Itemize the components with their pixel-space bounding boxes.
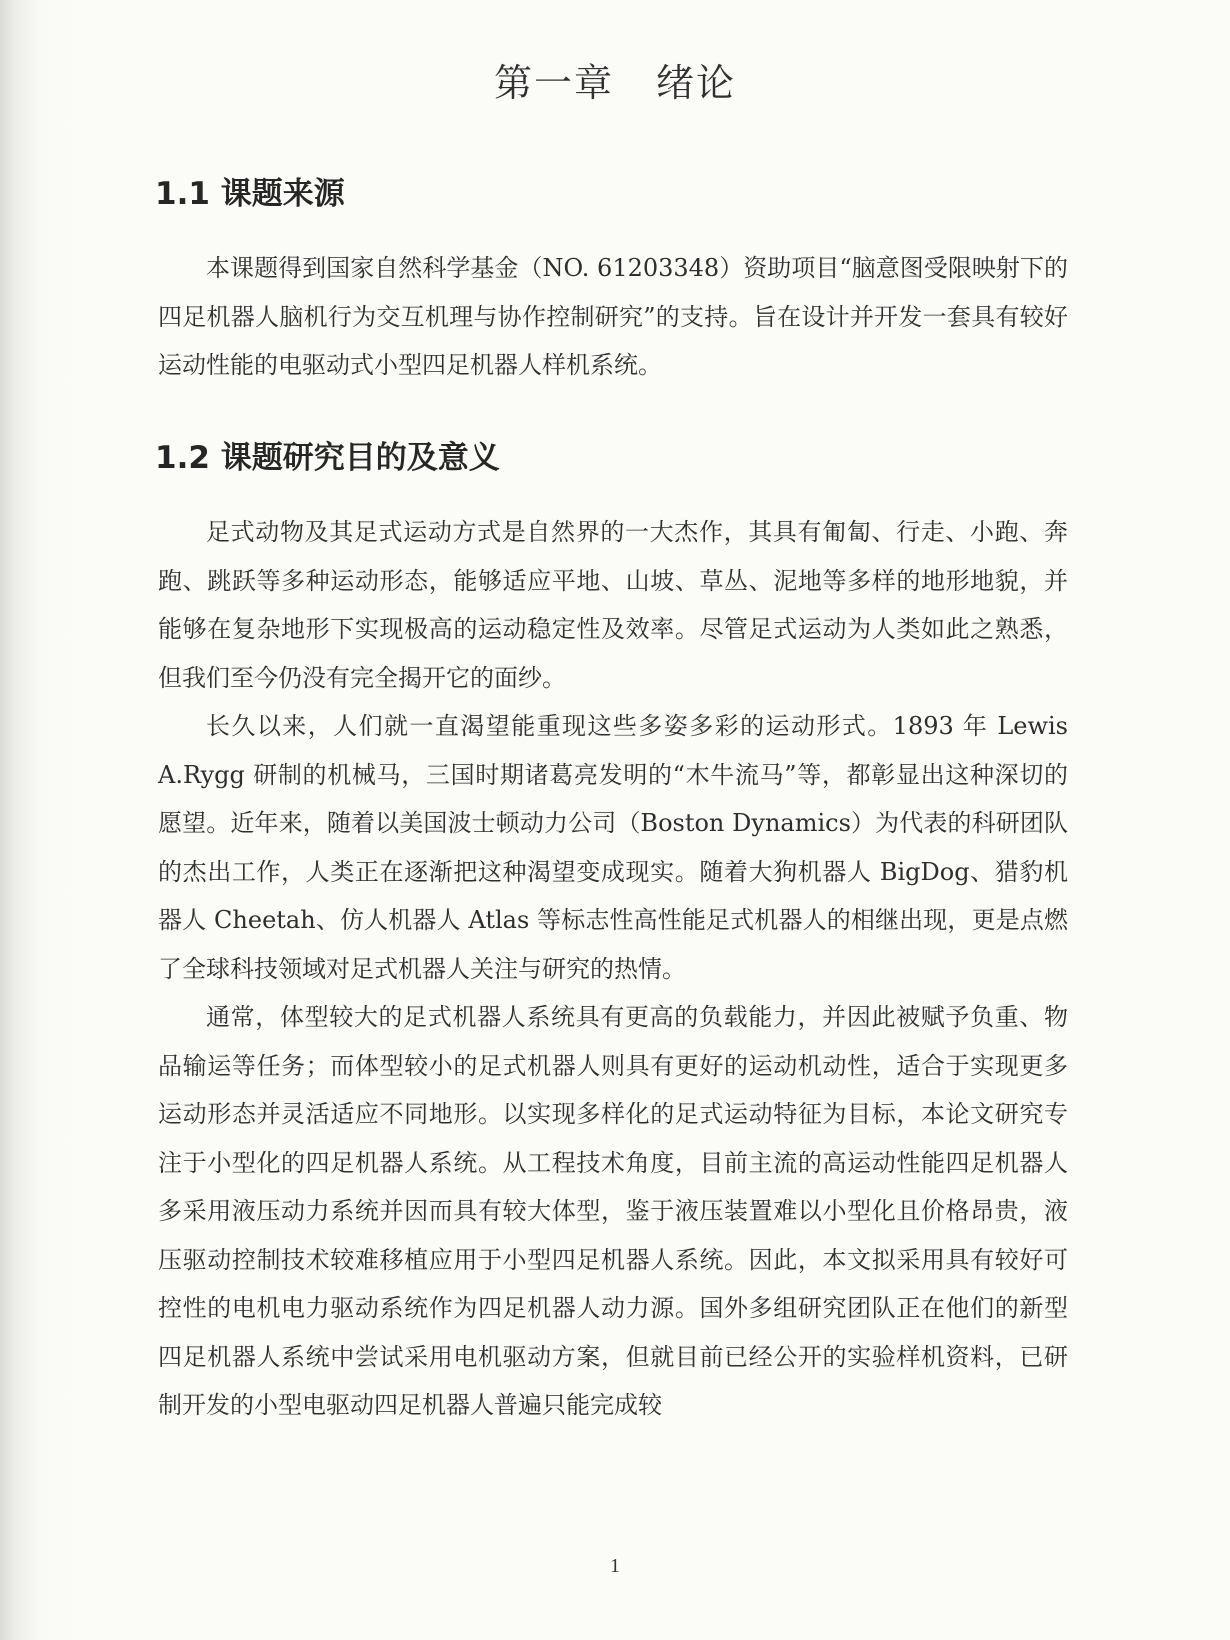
paragraph-legged-motion: 足式动物及其足式运动方式是自然界的一大杰作，其具有匍匐、行走、小跑、奔跑、跳跃等多种运动形态，能够适应平地、山坡、草丛、泥地等多样的地形地貌，并能够在复杂地形下实现极高的运动稳定性及效率。尽管足式运动为人类如此之熟悉，但我们至今仍没有完全揭开它的面纱。	[158, 518, 1068, 692]
chapter-name: 绪论	[656, 61, 737, 105]
chapter-title	[0, 52, 1230, 107]
page-number: 1	[610, 1555, 620, 1577]
section-heading-1-2: 1.2 课题研究目的及意义	[155, 440, 500, 476]
paragraph-history: 长久以来，人们就一直渴望能重现这些多姿多彩的运动形式。1893 年 Lewis A.Rygg 研制的机械马，三国时期诸葛亮发明的“木牛流马”等，都彰显出这种深切的愿望。近年来，随着以美国波士顿动力公司（Boston Dynamics）为代表的科研团队的杰出工作，人类正在逐渐把这种渴望变成现实。随着大狗机器人 BigDog、猎豹机器人 Cheetah、仿人机器人 Atlas 等标志性高性能足式机器人的相继出现，更是点燃了全球科技领域对足式机器人关注与研究的热情。	[158, 712, 1068, 983]
section-heading-1-1: 1.1 课题来源	[155, 176, 345, 212]
paragraph-motivation: 通常，体型较大的足式机器人系统具有更高的负载能力，并因此被赋予负重、物品输运等任务；而体型较小的足式机器人则具有更好的运动机动性，适合于实现更多运动形态并灵活适应不同地形。以实现多样化的足式运动特征为目标，本论文研究专注于小型化的四足机器人系统。从工程技术角度，目前主流的高运动性能四足机器人多采用液压动力系统并因而具有较大体型，鉴于液压装置难以小型化且价格昂贵，液压驱动控制技术较难移植应用于小型四足机器人系统。因此，本文拟采用具有较好可控性的电机电力驱动系统作为四足机器人动力源。国外多组研究团队正在他们的新型四足机器人系统中尝试采用电机驱动方案，但就目前已经公开的实验样机资料，已研制开发的小型电驱动四足机器人普遍只能完成较	[158, 1003, 1068, 1419]
chapter-number: 第一章	[493, 61, 614, 105]
paragraph-source: 本课题得到国家自然科学基金（NO. 61203348）资助项目“脑意图受限映射下的四足机器人脑机行为交互机理与协作控制研究”的支持。旨在设计并开发一套具有较好运动性能的电驱动式小型四足机器人样机系统。	[158, 254, 1068, 379]
